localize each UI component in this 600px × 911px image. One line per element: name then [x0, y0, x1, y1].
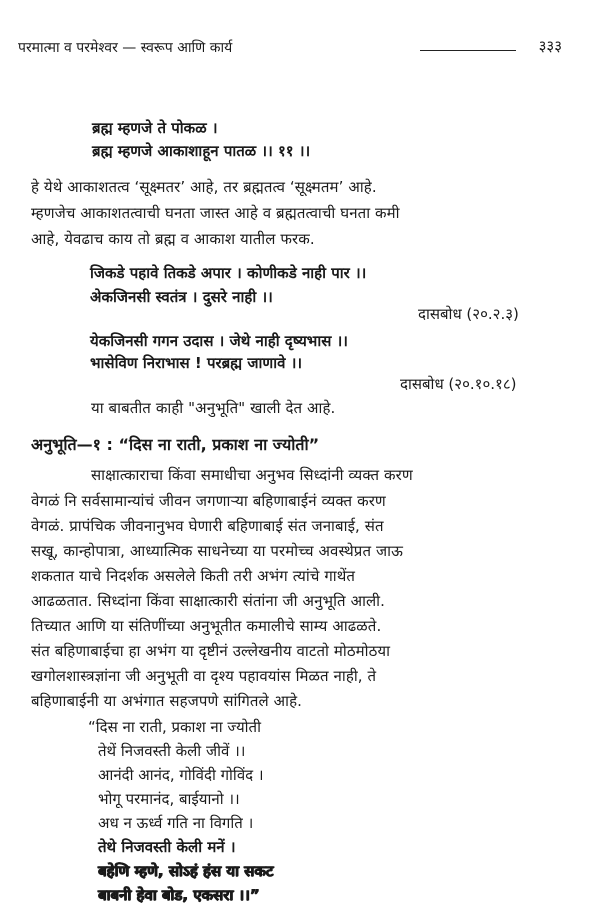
verse2-line2: अेकजिनसी स्वतंत्र । दुसरे नाही ।।: [90, 288, 273, 306]
reference-dasbodh-1: दासबोध (२०.२.३): [418, 305, 519, 323]
header-rule: [420, 50, 516, 51]
page-number: ३३३: [538, 37, 562, 55]
verse4-line4: भोगू परमानंद, बाईयानो ।।: [98, 790, 240, 808]
verse3-line2: भासेविण निराभास ! परब्रह्म जाणावे ।।: [90, 354, 303, 372]
para2-line2: वेगळं नि सर्वसामान्यांचं जीवन जगणाऱ्या बहिणाबाईनं व्यक्त करण: [31, 492, 386, 510]
running-header: [18, 38, 578, 62]
verse2-line1: जिकडे पहावे तिकडे अपार । कोणीकडे नाही पार ।।: [90, 264, 367, 282]
para2-line1: साक्षात्काराचा किंवा समाधीचा अनुभव सिध्दांनी व्यक्त करण: [91, 466, 413, 484]
para1-line3: आहे, येवढाच काय तो ब्रह्म व आकाश यातील फरक.: [31, 230, 315, 248]
verse1-line1: ब्रह्म म्हणजे ते पोकळ ।: [92, 119, 218, 137]
intro-line: या बाबतीत काही "अनुभूति" खाली देत आहे.: [91, 399, 336, 417]
para2-line8: संत बहिणाबाईचा हा अभंग या दृष्टीनं उल्लेखनीय वाटतो मोठमोठया: [31, 642, 391, 660]
para1-line2: म्हणजेच आकाशतत्वाची घनता जास्त आहे व ब्रह्मतत्वाची घनता कमी: [31, 204, 400, 222]
para2-line7: तिच्यात आणि या संतिणींच्या अनुभूतीत कमालीचे साम्य आढळते.: [31, 617, 382, 635]
verse1-line2: ब्रह्म म्हणजे आकाशाहून पातळ ।। ११ ।।: [92, 142, 311, 160]
para1-line1: हे येथे आकाशतत्व ‘सूक्ष्मतर’ आहे, तर ब्रह्मतत्व ‘सूक्ष्मतम’ आहे.: [31, 178, 377, 196]
verse4-line7: बहेणि म्हणे, सोऽहं हंस या सकट: [98, 862, 274, 880]
header-title: परमात्मा व परमेश्वर — स्वरूप आणि कार्य: [18, 40, 233, 56]
verse3-line1: येकजिनसी गगन उदास । जेथे नाही दृष्यभास ।।: [90, 332, 348, 350]
para2-line10: बहिणाबाईनी या अभंगात सहजपणे सांगितले आहे.: [31, 692, 303, 710]
verse4-line6: तेथे निजवस्ती केली मनें ।: [98, 838, 236, 856]
para2-line3: वेगळं. प्रापंचिक जीवनानुभव घेणारी बहिणाबाई संत जनाबाई, संत: [31, 517, 384, 535]
para2-line9: खगोलशास्त्रज्ञांना जी अनुभूती वा दृश्य पहावयांस मिळत नाही, ते: [31, 667, 377, 685]
verse4-line8: बाबनी हेवा बोड, एकसरा ।।”: [98, 886, 260, 904]
para2-line6: आढळतात. सिध्दांना किंवा साक्षात्कारी संतांना जी अनुभूति आली.: [31, 592, 386, 610]
verse4-line3: आनंदी आनंद, गोविंदी गोविंद ।: [98, 766, 264, 784]
verse4-line5: अध न ऊर्ध्व गति ना विगति ।: [98, 814, 254, 832]
para2-line4: सखू, कान्होपात्रा, आध्यात्मिक साधनेच्या या परमोच्च अवस्थेप्रत जाऊ: [31, 542, 403, 560]
reference-dasbodh-2: दासबोध (२०.१०.१८): [400, 375, 517, 393]
section-heading: अनुभूति—१ : “दिस ना राती, प्रकाश ना ज्योती”: [31, 435, 320, 454]
verse4-line2: तेथें निजवस्ती केली जीवें ।।: [98, 742, 246, 760]
verse4-line1: “दिस ना राती, प्रकाश ना ज्योती: [88, 718, 261, 736]
para2-line5: शकतात याचे निदर्शक असलेले किती तरी अभंग त्यांचे गाथेंत: [31, 567, 356, 585]
